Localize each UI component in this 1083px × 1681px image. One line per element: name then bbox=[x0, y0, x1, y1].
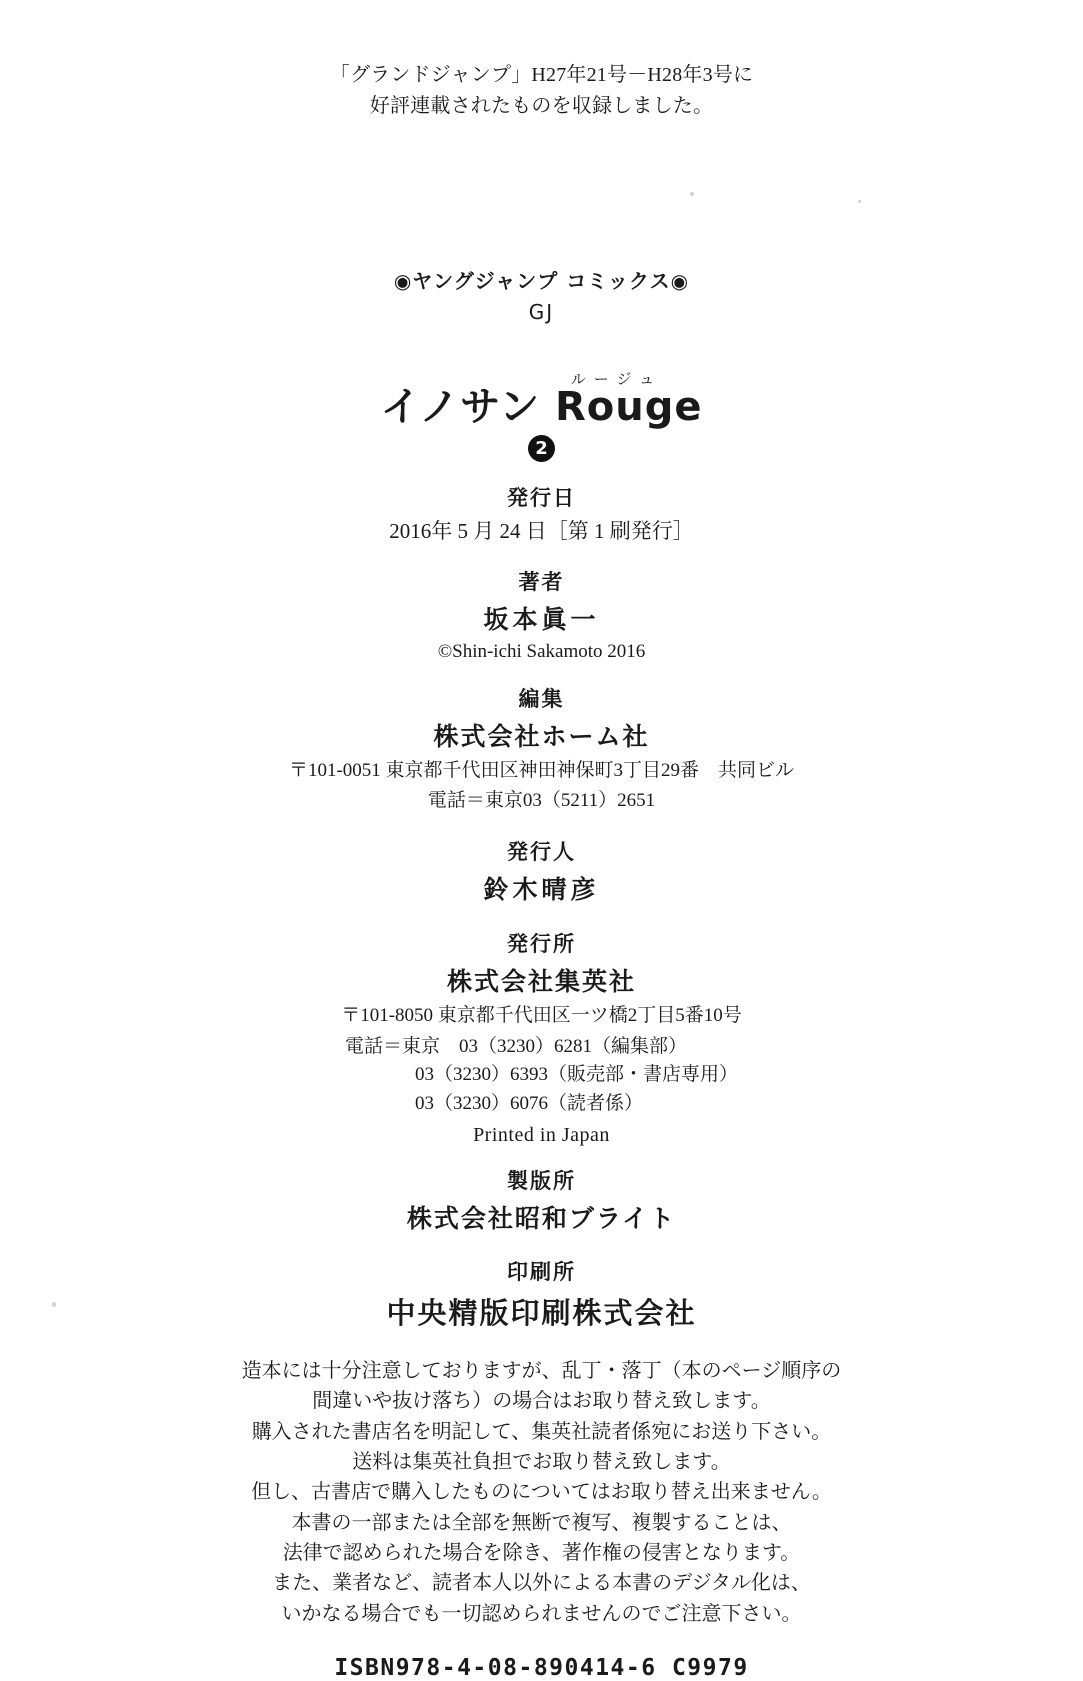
editor-company: 株式会社ホーム社 bbox=[433, 721, 650, 751]
legal-notice-line: いかなる場合でも一切認められませんのでご注意下さい。 bbox=[281, 1602, 802, 1625]
publisher-phone-list bbox=[345, 1033, 738, 1119]
platemaker-company: 株式会社昭和ブライト bbox=[406, 1204, 677, 1234]
legal-notice-line: 本書の一部または全部を無断で複写、複製することは、 bbox=[291, 1511, 792, 1534]
printed-in-japan: Printed in Japan bbox=[473, 1124, 610, 1147]
legal-notice-line: 造本には十分注意しておりますが、乱丁・落丁（本のページ順序の bbox=[241, 1359, 842, 1382]
printer-company: 中央精版印刷株式会社 bbox=[386, 1295, 697, 1330]
publisher-phone-3: 03（3230）6076（読者係） bbox=[414, 1092, 643, 1114]
title-ruby: ルージュ bbox=[570, 370, 663, 388]
editor-heading: 編集 bbox=[518, 686, 565, 711]
imprint-gj-mark: GJ bbox=[528, 300, 555, 324]
volume-badge: 2 bbox=[528, 435, 555, 462]
publisher-phone-2: 03（3230）6393（販売部・書店専用） bbox=[414, 1064, 738, 1086]
platemaker-heading: 製版所 bbox=[507, 1169, 576, 1194]
print-speck bbox=[690, 192, 694, 196]
copyright-line: ©Shin-ichi Sakamoto 2016 bbox=[437, 640, 646, 662]
legal-notice bbox=[0, 1356, 1083, 1630]
publisher-person-name: 鈴木晴彦 bbox=[483, 874, 600, 904]
legal-notice-line: 購入された書店名を明記して、集英社読者係宛にお送り下さい。 bbox=[251, 1420, 832, 1443]
publisher-company: 株式会社集英社 bbox=[446, 967, 636, 997]
editor-address: 〒101-0051 東京都千代田区神田神保町3丁目29番 共同ビル bbox=[288, 759, 795, 781]
publication-date-heading: 発行日 bbox=[507, 486, 576, 510]
publisher-heading: 発行所 bbox=[507, 932, 576, 957]
page-title: イノサン Rouge bbox=[380, 384, 703, 430]
legal-notice-line: 送料は集英社負担でお取り替え致します。 bbox=[352, 1450, 731, 1473]
legal-notice-line: 但し、古書店で購入したものについてはお取り替え出来ません。 bbox=[251, 1481, 832, 1504]
legal-notice-line: 法律で認められた場合を除き、著作権の侵害となります。 bbox=[282, 1542, 801, 1565]
serialization-note-line2: 好評連載されたものを収録しました。 bbox=[369, 95, 714, 117]
publication-date-value: 2016年 5 月 24 日［第 1 刷発行］ bbox=[389, 519, 694, 543]
editor-phone: 電話＝東京03（5211）2651 bbox=[427, 790, 656, 812]
publisher-phone-1: 電話＝東京 03（3230）6281（編集部） bbox=[344, 1035, 687, 1057]
title-block bbox=[380, 368, 702, 429]
publisher-address: 〒101-8050 東京都千代田区一ツ橋2丁目5番10号 bbox=[341, 1005, 742, 1027]
publisher-person-heading: 発行人 bbox=[507, 839, 576, 864]
isbn-code: ISBN978-4-08-890414-6 C9979 bbox=[334, 1655, 749, 1681]
legal-notice-line: また、業者など、読者本人以外による本書のデジタル化は、 bbox=[272, 1572, 811, 1595]
print-speck bbox=[858, 200, 861, 203]
imprint-label: ◉ヤングジャンプ コミックス◉ bbox=[393, 269, 690, 293]
serialization-note-line1: 「グランドジャンプ」H27年21号－H28年3号に bbox=[329, 64, 754, 86]
serialization-note bbox=[0, 60, 1083, 122]
printer-heading: 印刷所 bbox=[507, 1259, 576, 1284]
author-name: 坂本眞一 bbox=[483, 605, 600, 635]
imprint-block bbox=[0, 265, 1083, 1681]
legal-notice-line: 間違いや抜け落ち）の場合はお取り替え致します。 bbox=[312, 1390, 771, 1413]
author-heading: 著者 bbox=[518, 570, 565, 595]
